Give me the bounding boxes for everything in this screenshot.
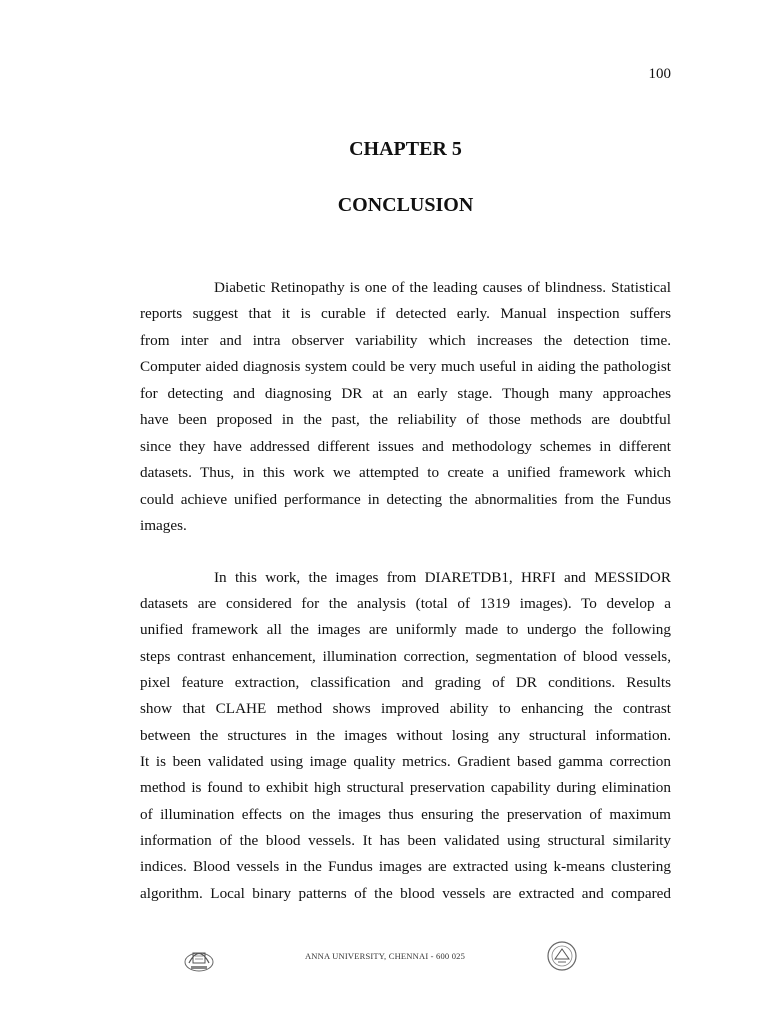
paragraph-line: steps contrast enhancement, illumination correction, segmentation of blood vessels, bbox=[140, 648, 671, 665]
university-emblem-icon bbox=[182, 940, 216, 979]
paragraph-line: of illumination effects on the images thus ensuring the preservation of maximum bbox=[140, 806, 671, 823]
chapter-title: CONCLUSION bbox=[337, 194, 474, 216]
paragraph-line: pixel feature extraction, classification and grading of DR conditions. Results bbox=[140, 674, 671, 691]
paragraph-line: algorithm. Local binary patterns of the blood vessels are extracted and compared bbox=[140, 885, 671, 902]
paragraph-line: from inter and intra observer variability which increases the detection time. bbox=[140, 332, 671, 349]
paragraph-line: Computer aided diagnosis system could be very much useful in aiding the pathologist bbox=[140, 358, 671, 375]
paragraph-line: between the structures in the images without losing any structural information. bbox=[140, 727, 671, 744]
paragraph-line: method is found to exhibit high structural preservation capability during elimination bbox=[140, 779, 671, 796]
paragraph-line: for detecting and diagnosing DR at an early stage. Though many approaches bbox=[140, 385, 671, 402]
paragraph-line: could achieve unified performance in detecting the abnormalities from the Fundus bbox=[140, 491, 671, 508]
paragraph-line: datasets are considered for the analysis (total of 1319 images). To develop a bbox=[140, 595, 671, 612]
footer-university-name: ANNA UNIVERSITY, CHENNAI - 600 025 bbox=[304, 951, 466, 961]
paragraph-line: datasets. Thus, in this work we attempted to create a unified framework which bbox=[140, 464, 671, 481]
paragraph-line: reports suggest that it is curable if detected early. Manual inspection suffers bbox=[140, 305, 671, 322]
paragraph-line: Diabetic Retinopathy is one of the leading causes of blindness. Statistical bbox=[214, 279, 671, 296]
page-number: 100 bbox=[648, 66, 671, 82]
paragraph-line: In this work, the images from DIARETDB1, HRFI and MESSIDOR bbox=[214, 569, 671, 586]
chapter-heading: CHAPTER 5 bbox=[349, 138, 462, 160]
paragraph-line: unified framework all the images are uniformly made to undergo the following bbox=[140, 621, 671, 638]
paragraph-line: since they have addressed different issues and methodology schemes in different bbox=[140, 438, 671, 455]
paragraph-line: show that CLAHE method shows improved ability to enhancing the contrast bbox=[140, 700, 671, 717]
university-seal-icon bbox=[546, 940, 578, 977]
paragraph-line: It is been validated using image quality metrics. Gradient based gamma correction bbox=[140, 753, 671, 770]
paragraph-line: information of the blood vessels. It has been validated using structural similarity bbox=[140, 832, 671, 849]
paragraph-line: have been proposed in the past, the reliability of those methods are doubtful bbox=[140, 411, 671, 428]
paragraph-line: images. bbox=[140, 517, 187, 534]
paragraph-line: indices. Blood vessels in the Fundus images are extracted using k-means clustering bbox=[140, 858, 671, 875]
